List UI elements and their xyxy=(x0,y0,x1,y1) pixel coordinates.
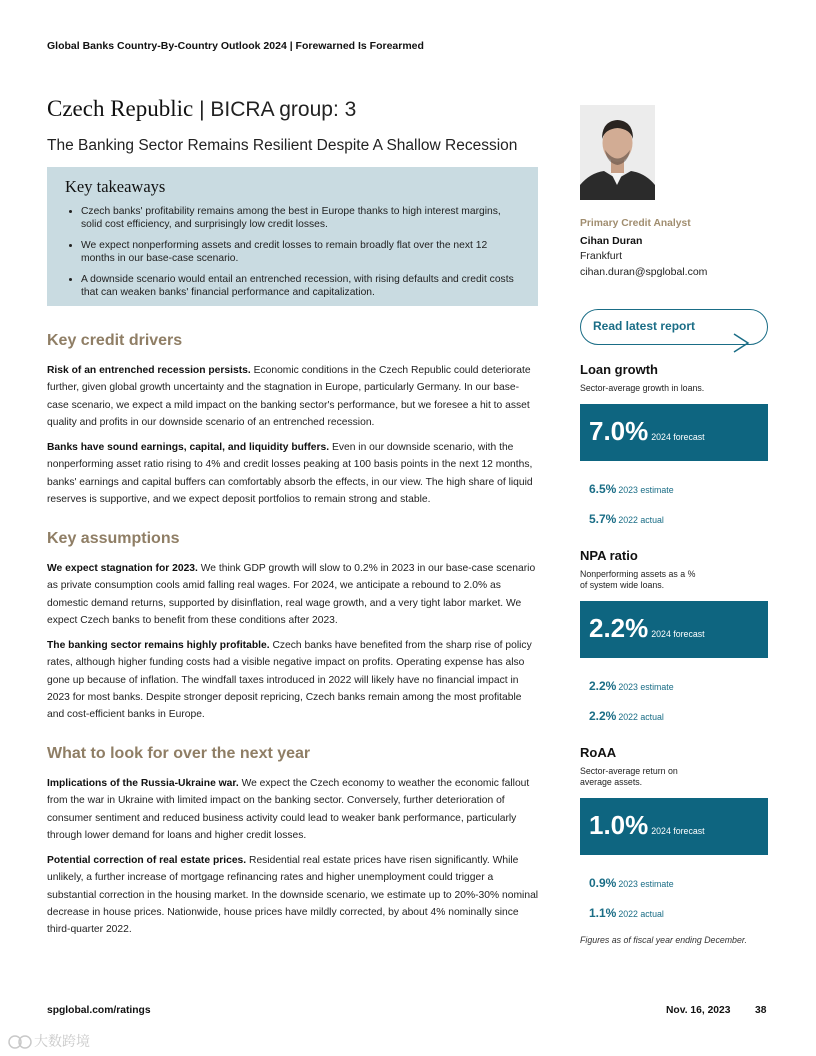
paragraph-lead: We expect stagnation for 2023. xyxy=(47,563,198,574)
actual-value: 5.7% xyxy=(589,512,617,526)
paragraph xyxy=(47,362,539,431)
analyst-city: Frankfurt xyxy=(580,250,623,262)
metric-forecast-box xyxy=(580,404,768,461)
page-title xyxy=(47,96,356,122)
paragraph-lead: Potential correction of real estate prices. xyxy=(47,855,247,866)
paragraph-lead: Banks have sound earnings, capital, and liquidity buffers. xyxy=(47,442,330,453)
forecast-label: 2024 forecast xyxy=(651,432,705,442)
footer-page-number: 38 xyxy=(755,1005,767,1016)
metric-forecast-box xyxy=(580,601,768,658)
key-credit-drivers-heading: Key credit drivers xyxy=(47,332,183,349)
paragraph-text: Even in our downside scenario, with the nonperforming asset ratio rising to 4% and credit losses peaking at 100 basis points in the next 12 months, banks' earnings and capital buffers can comfortably absorb the effects, in our view. The high share of liquid reserves is supportive, and we expect deposit portfolios to remain strong and stable. xyxy=(47,442,533,505)
paragraph xyxy=(47,560,539,629)
estimate-value: 6.5% xyxy=(589,482,617,496)
paragraph xyxy=(47,775,539,844)
paragraph xyxy=(47,637,539,723)
title-separator: | xyxy=(193,98,211,121)
takeaway-item: • A downside scenario would entail an entrenched recession, with rising defaults and credit costs that can weaken banks' financial performance and capitalization. xyxy=(81,273,520,299)
paragraph-text: Economic conditions in the Czech Republic could deteriorate further, given global growth uncertainty and the stagnation in Europe, particularly Germany. In our base-case scenario, we expect a mild impact on the banking sector's performance, but we foresee a hit to asset quality and profits in our downside scenario of an entrenched recession. xyxy=(47,365,531,428)
metric-actual xyxy=(589,707,664,725)
paragraph-text: Czech banks have benefited from the sharp rise of policy rates, although higher funding costs had a visible negative impact on profits. Operating expense has also gone up because of inflation. The windfall taxes introduced in 2022 will likely have no financial impact in 2023 for most banks. Despite stronger deposit repricing, Czech banks remain among the most profitable and cost-efficient banks in Europe. xyxy=(47,640,532,721)
analyst-photo xyxy=(580,105,655,200)
paragraph-text: Residential real estate prices have risen significantly. While unlikely, a further increase of mortgage refinancing rates and higher unemployment could trigger a substantial correction in the housing market. In the downside scenario, we estimate up to 20%-30% nominal decrease in house prices. Nationwide, house prices have mildly corrected, by about 4% nominally since third-quarter 2022. xyxy=(47,855,539,936)
paragraph-lead: The banking sector remains highly profitable. xyxy=(47,640,270,651)
look-ahead-heading: What to look for over the next year xyxy=(47,745,311,762)
forecast-label: 2024 forecast xyxy=(651,629,705,639)
paragraph-lead: Implications of the Russia-Ukraine war. xyxy=(47,778,239,789)
metric-title: RoAA xyxy=(580,745,617,760)
metric-actual xyxy=(589,904,664,922)
metric-forecast-box xyxy=(580,798,768,855)
paragraph xyxy=(47,439,539,508)
metric-estimate xyxy=(589,874,674,892)
paragraph-lead: Risk of an entrenched recession persists. xyxy=(47,365,251,376)
forecast-value: 2.2% xyxy=(589,613,649,643)
running-header: Global Banks Country-By-Country Outlook 2024 | Forewarned Is Forearmed xyxy=(47,40,424,52)
forecast-label: 2024 forecast xyxy=(651,826,705,836)
actual-label: 2022 actual xyxy=(618,515,664,525)
watermark xyxy=(8,1031,90,1051)
actual-label: 2022 actual xyxy=(618,909,664,919)
metric-subtitle: Sector-average growth in loans. xyxy=(580,383,705,393)
metric-subtitle: Nonperforming assets as a % of system wide loans. xyxy=(580,569,696,590)
estimate-value: 2.2% xyxy=(589,679,617,693)
figures-note: Figures as of fiscal year ending December. xyxy=(580,935,747,945)
metric-estimate xyxy=(589,480,674,498)
bicra-group: BICRA group: 3 xyxy=(210,98,357,121)
arrow-right-icon[interactable] xyxy=(732,331,752,355)
takeaway-item: • Czech banks' profitability remains among the best in Europe thanks to high interest margins, solid cost efficiency, and surprisingly low credit losses. xyxy=(81,205,520,231)
takeaway-item: • We expect nonperforming assets and credit losses to remain broadly flat over the next 12 months in our base-case scenario. xyxy=(81,239,520,265)
footer-site-link[interactable]: spglobal.com/ratings xyxy=(47,1005,151,1016)
metric-subtitle: Sector-average return on average assets. xyxy=(580,766,678,787)
key-takeaways-heading: Key takeaways xyxy=(65,177,166,196)
paragraph-text: We think GDP growth will slow to 0.2% in 2023 in our base-case scenario as private consumption cools amid falling real wages. For 2024, we anticipate a rebound to 2.0% as domestic demand returns, supported by disinflation, real wage growth, and a very tight labor market. We expect Czech banks to benefit from these conditions after 2023. xyxy=(47,563,536,626)
analyst-email-link[interactable]: cihan.duran@spglobal.com xyxy=(580,266,708,278)
footer-date: Nov. 16, 2023 xyxy=(666,1005,731,1016)
paragraph-text: We expect the Czech economy to weather the economic fallout from the war in Ukraine with limited impact on the banking sector. Conversely, further deterioration of consumer sentiment and reduced business activity could lead to weaker bank performance, particularly through lower demand for loans and higher credit losses. xyxy=(47,778,530,841)
forecast-value: 7.0% xyxy=(589,416,649,446)
estimate-label: 2023 estimate xyxy=(618,485,674,495)
analyst-portrait-icon xyxy=(580,105,655,200)
actual-label: 2022 actual xyxy=(618,712,664,722)
key-takeaways-list xyxy=(65,205,520,299)
analyst-role: Primary Credit Analyst xyxy=(580,218,691,229)
analyst-name: Cihan Duran xyxy=(580,235,643,247)
metric-actual xyxy=(589,510,664,528)
country-name: Czech Republic xyxy=(47,96,194,121)
forecast-value: 1.0% xyxy=(589,810,649,840)
estimate-value: 0.9% xyxy=(589,876,617,890)
watermark-logo-icon xyxy=(8,1034,34,1050)
key-assumptions-heading: Key assumptions xyxy=(47,530,180,547)
actual-value: 1.1% xyxy=(589,906,617,920)
metric-estimate xyxy=(589,677,674,695)
watermark-text: 大数跨境 xyxy=(34,1033,90,1049)
estimate-label: 2023 estimate xyxy=(618,879,674,889)
paragraph xyxy=(47,852,539,938)
key-takeaways-box xyxy=(47,167,538,306)
read-latest-report-button[interactable]: Read latest report xyxy=(580,309,768,345)
metric-title: Loan growth xyxy=(580,362,658,377)
actual-value: 2.2% xyxy=(589,709,617,723)
page-subtitle: The Banking Sector Remains Resilient Despite A Shallow Recession xyxy=(47,137,518,154)
metric-title: NPA ratio xyxy=(580,548,638,563)
estimate-label: 2023 estimate xyxy=(618,682,674,692)
